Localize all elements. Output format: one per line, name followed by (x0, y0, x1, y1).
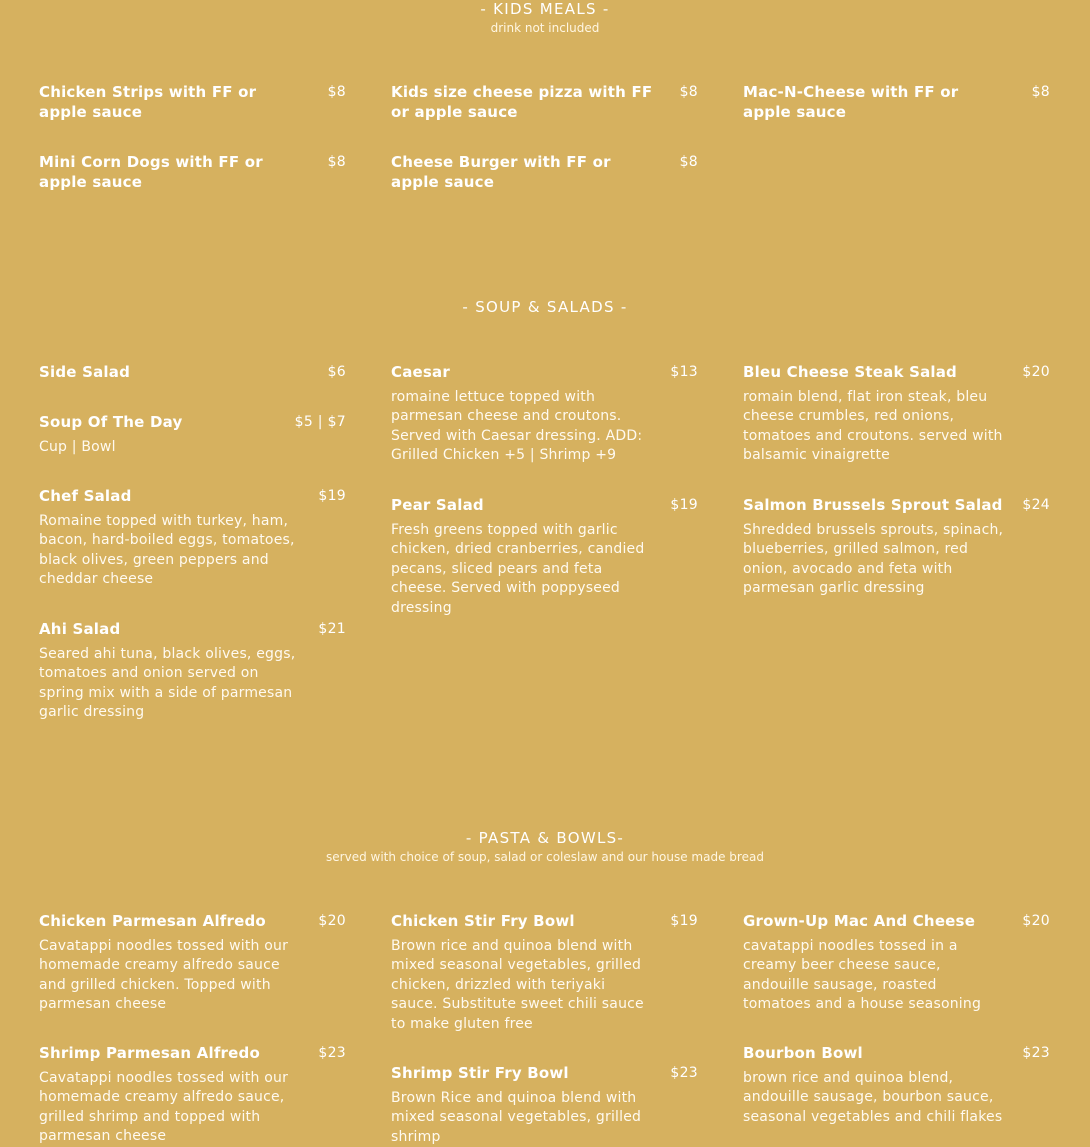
menu-item (743, 912, 1050, 1015)
item-price: $23 (318, 1044, 346, 1064)
item-name: Caesar (391, 363, 653, 383)
item-name: Ahi Salad (39, 620, 301, 640)
item-description: Romaine topped with turkey, ham, bacon, hard-boiled eggs, tomatoes, black olives, green peppers and cheddar cheese (39, 512, 304, 590)
menu-item (39, 413, 346, 457)
item-price: $21 (318, 620, 346, 640)
item-name: Chicken Strips with FF or apple sauce (39, 83, 301, 122)
menu-item (39, 153, 346, 192)
item-description: Cavatappi noodles tossed with our homemade creamy alfredo sauce, grilled shrimp and topped with parmesan cheese (39, 1069, 304, 1147)
item-name: Soup Of The Day (39, 413, 301, 433)
item-description: Cup | Bowl (39, 438, 304, 458)
item-name: Shrimp Stir Fry Bowl (391, 1064, 653, 1084)
item-price: $8 (1032, 83, 1050, 103)
item-description: Brown Rice and quinoa blend with mixed seasonal vegetables, grilled shrimp (391, 1089, 656, 1147)
item-name: Chef Salad (39, 487, 301, 507)
item-description: Fresh greens topped with garlic chicken, dried cranberries, candied pecans, sliced pears and feta cheese. Served with poppyseed dressing (391, 521, 656, 619)
item-name: Cheese Burger with FF or apple sauce (391, 153, 653, 192)
item-name: Grown-Up Mac And Cheese (743, 912, 1005, 932)
item-name: Mini Corn Dogs with FF or apple sauce (39, 153, 301, 192)
menu-item (39, 1044, 346, 1147)
item-name: Chicken Parmesan Alfredo (39, 912, 301, 932)
menu-item (39, 363, 346, 383)
item-name: Bleu Cheese Steak Salad (743, 363, 1005, 383)
item-name: Salmon Brussels Sprout Salad (743, 496, 1005, 516)
item-description: Seared ahi tuna, black olives, eggs, tomatoes and onion served on spring mix with a side of parmesan garlic dressing (39, 645, 304, 723)
menu-item (743, 1044, 1050, 1127)
pasta-bowls-subtitle: served with choice of soup, salad or coleslaw and our house made bread (0, 850, 1090, 864)
item-name: Bourbon Bowl (743, 1044, 1005, 1064)
item-name: Chicken Stir Fry Bowl (391, 912, 653, 932)
menu-item (391, 912, 698, 1034)
item-price: $19 (670, 912, 698, 932)
item-price: $23 (1022, 1044, 1050, 1064)
item-price: $19 (670, 496, 698, 516)
menu-item (743, 496, 1050, 599)
item-price: $24 (1022, 496, 1050, 516)
item-description: brown rice and quinoa blend, andouille sausage, bourbon sauce, seasonal vegetables and chili flakes (743, 1069, 1008, 1128)
soup-salads-heading: - SOUP & SALADS - (0, 298, 1090, 316)
item-name: Shrimp Parmesan Alfredo (39, 1044, 301, 1064)
menu-item (391, 1064, 698, 1147)
menu-item (743, 363, 1050, 466)
menu-item (39, 620, 346, 723)
item-price: $8 (680, 83, 698, 103)
item-price: $13 (670, 363, 698, 383)
item-price: $8 (680, 153, 698, 173)
item-description: romaine lettuce topped with parmesan cheese and croutons. Served with Caesar dressing. ADD: Grilled Chicken +5 | Shrimp +9 (391, 388, 656, 466)
item-price: $23 (670, 1064, 698, 1084)
item-description: Cavatappi noodles tossed with our homemade creamy alfredo sauce and grilled chicken. Topped with parmesan cheese (39, 937, 304, 1015)
item-description: romain blend, flat iron steak, bleu cheese crumbles, red onions, tomatoes and croutons. served with balsamic vinaigrette (743, 388, 1008, 466)
item-description: cavatappi noodles tossed in a creamy beer cheese sauce, andouille sausage, roasted tomatoes and a house seasoning (743, 937, 1008, 1015)
menu-item (39, 83, 346, 122)
item-name: Kids size cheese pizza with FF or apple sauce (391, 83, 653, 122)
item-price: $6 (328, 363, 346, 383)
menu-item (391, 153, 698, 192)
kids-meals-subtitle: drink not included (0, 21, 1090, 35)
pasta-bowls-heading: - PASTA & BOWLS- (0, 829, 1090, 847)
item-price: $20 (1022, 912, 1050, 932)
item-description: Shredded brussels sprouts, spinach, blueberries, grilled salmon, red onion, avocado and feta with parmesan garlic dressing (743, 521, 1008, 599)
item-price: $20 (318, 912, 346, 932)
kids-meals-heading: - KIDS MEALS - (0, 0, 1090, 18)
item-price: $20 (1022, 363, 1050, 383)
item-price: $8 (328, 153, 346, 173)
item-price: $19 (318, 487, 346, 507)
item-description: Brown rice and quinoa blend with mixed seasonal vegetables, grilled chicken, drizzled with teriyaki sauce. Substitute sweet chili sauce to make gluten free (391, 937, 656, 1035)
item-price: $8 (328, 83, 346, 103)
menu-item (39, 487, 346, 590)
item-name: Pear Salad (391, 496, 653, 516)
menu-item (391, 83, 698, 122)
menu-item (391, 496, 698, 618)
menu-item (743, 83, 1050, 122)
menu-item (391, 363, 698, 466)
item-name: Mac-N-Cheese with FF or apple sauce (743, 83, 1005, 122)
item-name: Side Salad (39, 363, 301, 383)
menu-item (39, 912, 346, 1015)
item-price: $5 | $7 (295, 413, 346, 433)
